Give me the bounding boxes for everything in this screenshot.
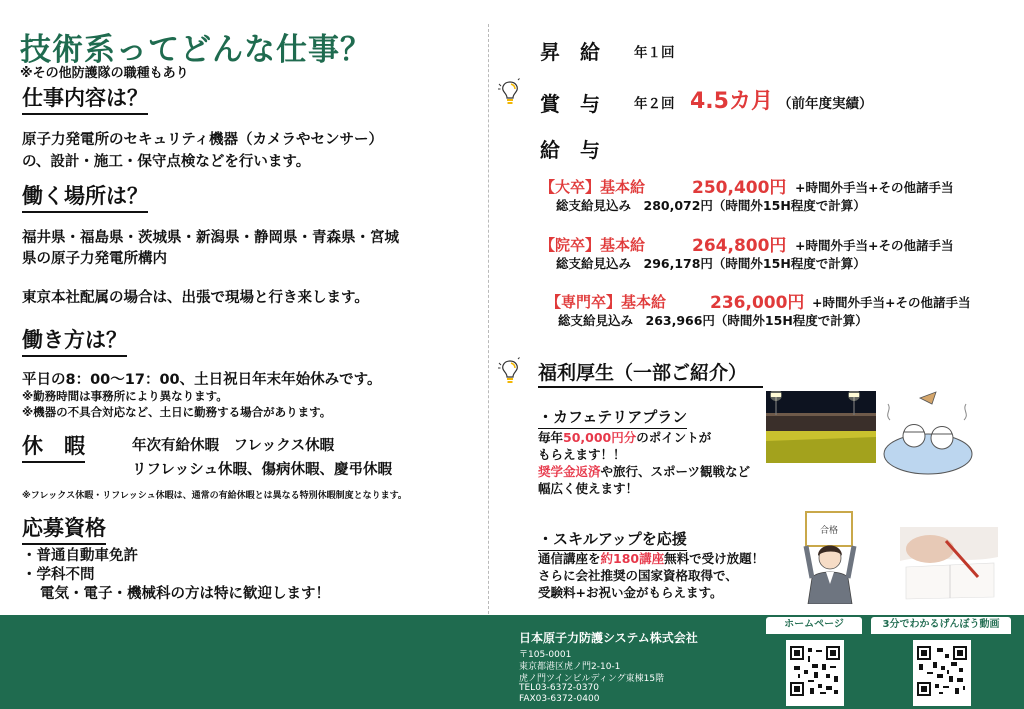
job-heading: 仕事内容は？ <box>22 82 148 115</box>
holiday-line-2: リフレッシュ休暇、傷病休暇、慶弔休暇 <box>132 462 392 478</box>
qr-homepage-label: ホームページ <box>766 617 862 634</box>
job-line-2: の、設計・施工・保守点検などを行います。 <box>22 154 311 170</box>
salary-row-3-amount: 236,000円 <box>710 293 805 313</box>
qualification-item-3: 電気・電子・機械科の方は特に歓迎します！ <box>40 586 330 602</box>
certificate-text: 合格 <box>819 526 839 536</box>
bonus-suffix: （前年度実績） <box>778 96 873 112</box>
place-line-1: 福井県・福島県・茨城県・新潟県・静岡県・青森県・宮城 <box>22 230 399 246</box>
skillup-line-2: さらに会社推奨の国家資格取得で、 <box>538 568 738 583</box>
style-line-1: 平日の8：00～17：00、土日祝日年末年始休みです。 <box>22 372 382 388</box>
title-note: ※その他防護隊の職種もあり <box>20 66 189 81</box>
skillup-line-1a: 通信講座を <box>538 551 601 566</box>
cafeteria-line-2: もらえます！！ <box>538 447 626 462</box>
company-name: 日本原子力防護システム株式会社 <box>519 631 698 645</box>
style-note-2: ※機器の不具合対応など、土日に勤務する場合があります。 <box>22 405 332 419</box>
lightbulb-icon <box>498 357 522 387</box>
page-title: 技術系ってどんな仕事？ <box>20 32 372 68</box>
salary-label: 給 与 <box>540 138 600 162</box>
raise-value: 年１回 <box>634 45 675 61</box>
style-note-1: ※勤務時間は事務所により異なります。 <box>22 389 228 403</box>
lightbulb-icon <box>498 78 522 108</box>
salary-row-3-sub: 総支給見込み 263,966円（時間外15H程度で計算） <box>558 313 868 328</box>
job-line-1: 原子力発電所のセキュリティ機器（カメラやセンサー） <box>22 132 384 148</box>
skillup-courses: 約180講座 <box>600 551 665 566</box>
place-line-3: 東京本社配属の場合は、出張で現場と行き来します。 <box>22 290 369 306</box>
salary-row-1-sub: 総支給見込み 280,072円（時間外15H程度で計算） <box>556 198 866 213</box>
bonus-label: 賞 与 <box>540 92 600 116</box>
salary-row-2-extra: +時間外手当+その他諸手当 <box>795 238 954 253</box>
salary-row-1-amount: 250,400円 <box>692 178 787 198</box>
skillup-line-1 <box>538 549 764 567</box>
cafeteria-line-1a: 毎年 <box>538 430 564 445</box>
qr-code-icon[interactable] <box>790 646 840 696</box>
place-heading: 働く場所は？ <box>22 180 148 213</box>
hot-spring-illustration <box>880 390 976 480</box>
holiday-heading: 休 暇 <box>22 430 85 463</box>
cafeteria-title: ・カフェテリアプラン <box>538 406 687 429</box>
holiday-note: ※フレックス休暇・リフレッシュ休暇は、通常の有給休暇とは異なる特別休暇制度となります。 <box>22 491 407 501</box>
studying-photo <box>900 527 998 601</box>
company-tel: TEL03-6372-0370 <box>519 683 599 693</box>
salary-row-2-sub: 総支給見込み 296,178円（時間外15H程度で計算） <box>556 256 866 271</box>
cafeteria-line-3 <box>538 462 750 480</box>
cafeteria-line-1 <box>538 428 711 446</box>
qualification-heading: 応募資格 <box>22 512 106 545</box>
style-heading: 働き方は？ <box>22 324 127 357</box>
qr-video-label: 3分でわかるげんぼう動画 <box>871 617 1011 634</box>
stadium-photo <box>766 391 876 463</box>
cafeteria-line-3b: や旅行、スポーツ観戦など <box>600 464 751 479</box>
company-fax: FAX03-6372-0400 <box>519 694 600 704</box>
bonus-prefix: 年２回 <box>634 96 675 112</box>
salary-row-2-amount: 264,800円 <box>692 236 787 256</box>
raise-label: 昇 給 <box>540 40 600 64</box>
salary-row-1-extra: +時間外手当+その他諸手当 <box>795 180 954 195</box>
qr-code-icon[interactable] <box>917 646 967 696</box>
salary-row-2-tag: 【院卒】基本給 <box>540 236 646 254</box>
welfare-heading: 福利厚生（一部ご紹介） <box>538 358 763 388</box>
holiday-line-1: 年次有給休暇 フレックス休暇 <box>132 438 335 454</box>
certificate-person-illustration <box>794 506 866 604</box>
skillup-title: ・スキルアップを応援 <box>538 528 687 551</box>
cafeteria-line-4: 幅広く使えます！ <box>538 481 639 496</box>
place-line-2: 県の原子力発電所構内 <box>22 251 167 267</box>
cafeteria-scholarship: 奨学金返済 <box>538 464 601 479</box>
salary-row-3-tag: 【専門卒】基本給 <box>546 293 667 311</box>
company-address-1: 東京都港区虎ノ門2-10-1 <box>519 662 621 672</box>
company-zip: 〒105-0001 <box>519 650 572 660</box>
skillup-line-3: 受験料+お祝い金がもらえます。 <box>538 585 723 600</box>
cafeteria-points: 50,000円分 <box>563 430 637 445</box>
company-address-2: 虎ノ門ツインビルディング東棟15階 <box>519 674 665 684</box>
bonus-amount: 4.5カ月 <box>690 89 773 114</box>
skillup-line-1c: 無料で受け放題！ <box>664 551 765 566</box>
salary-row-1-tag: 【大卒】基本給 <box>540 178 646 196</box>
qualification-item-2: ・学科不問 <box>22 567 95 583</box>
qualification-item-1: ・普通自動車免許 <box>22 548 138 564</box>
salary-row-3-extra: +時間外手当+その他諸手当 <box>812 295 971 310</box>
column-divider <box>488 24 489 614</box>
cafeteria-line-1c: のポイントが <box>636 430 712 445</box>
